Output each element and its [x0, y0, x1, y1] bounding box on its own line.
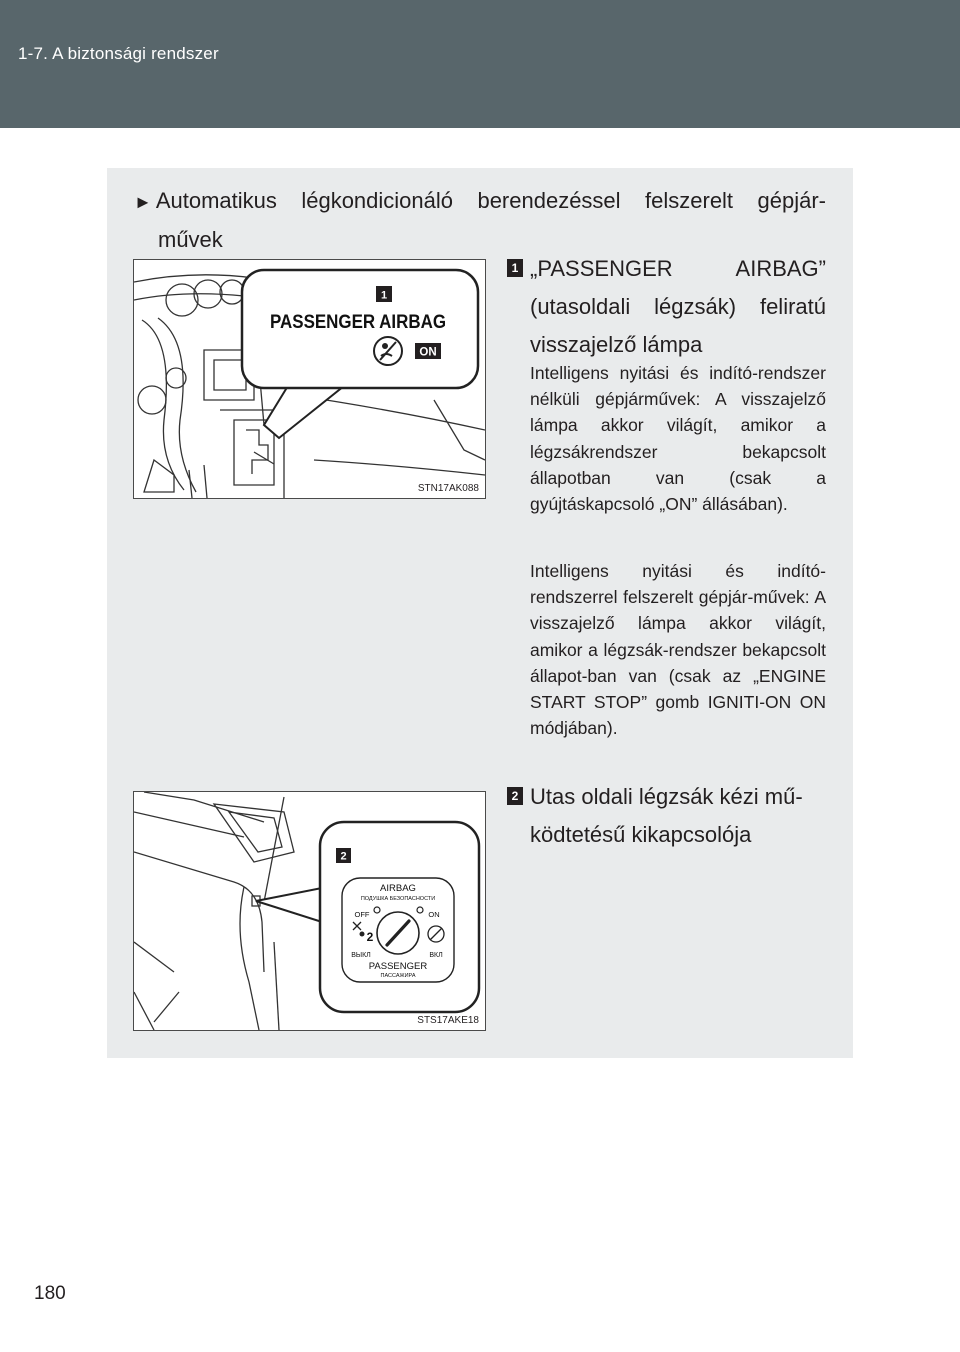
item2-number: 2: [507, 787, 523, 805]
figure1-indicator-label: PASSENGER AIRBAG: [270, 312, 446, 333]
item1-title-line1: „PASSENGER AIRBAG”: [530, 256, 826, 281]
switch-passenger-ru-label: ПАССАЖИРА: [380, 973, 416, 979]
section-heading-line2: művek: [158, 227, 223, 252]
section-heading: [134, 182, 826, 259]
switch-on-ru-label: ВКЛ: [429, 952, 443, 959]
item1-title: [511, 250, 826, 364]
triangle-arrow-icon: ►: [134, 192, 152, 212]
item1-title-line2: (utasoldali légzsák) feliratú: [530, 294, 826, 319]
figure1-on-badge: ON: [419, 346, 437, 359]
switch-key-number: 2: [366, 930, 374, 944]
dashboard-illustration: [134, 260, 485, 498]
switch-off-label: OFF: [354, 910, 370, 919]
item1-paragraph1: Intelligens nyitási és indító-rendszer nélküli gépjárművek: A visszajelző lámpa akkor világít, amikor a légzsákrendszer bekapcsolt állapotban van (csak a gyújtáskapcsoló „ON” állásában).: [530, 363, 826, 515]
figure1-code: STN17AK088: [417, 483, 479, 494]
figure-airbag-cutoff-switch: [133, 791, 486, 1031]
item2-title: [511, 778, 826, 854]
key-slot-icon: [377, 912, 419, 954]
switch-off-ru-label: ВЫКЛ: [351, 952, 371, 959]
figure2-code: STS17AKE18: [417, 1015, 479, 1026]
figure2-callout-number: 2: [340, 850, 347, 863]
figure-passenger-airbag-indicator: [133, 259, 486, 499]
glovebox-illustration: [134, 792, 485, 1030]
page-number: 180: [34, 1283, 66, 1304]
item2-title-line1: Utas oldali légzsák kézi mű-: [530, 784, 803, 809]
section-title: 1-7. A biztonsági rendszer: [18, 44, 219, 63]
section-heading-line1: Automatikus légkondicionáló berendezéssel felszerelt gépjár-: [155, 188, 826, 213]
item1-title-line3: visszajelző lámpa: [530, 332, 703, 357]
item1-number: 1: [507, 259, 523, 277]
switch-airbag-label: AIRBAG: [380, 883, 416, 894]
switch-on-label: ON: [428, 910, 440, 919]
figure1-callout-number: 1: [380, 289, 388, 302]
item1-paragraph2: Intelligens nyitási és indító-rendszerrel felszerelt gépjár-művek: A visszajelző lámpa akkor világít, amikor a légzsák-rendszer bekapcsolt állapot-ban van (csak az „ENGINE START STOP” gomb IGNITI-ON ON módjában).: [530, 561, 826, 739]
switch-airbag-ru-label: ПОДУШКА БЕЗОПАСНОСТИ: [360, 896, 436, 902]
page-header: [0, 0, 960, 128]
switch-passenger-label: PASSENGER: [368, 961, 428, 972]
item2-title-line2: ködtetésű kikapcsolója: [530, 822, 752, 847]
